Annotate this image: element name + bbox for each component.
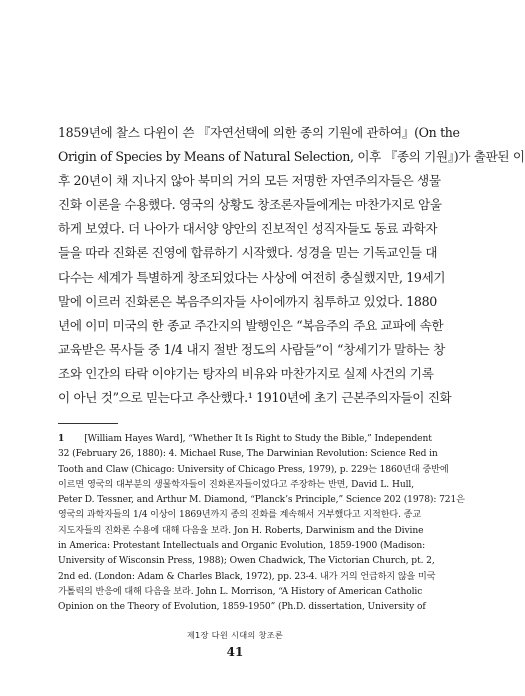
- footnote-line: Opinion on the Theory of Evolution, 1859-1950” (Ph.D. dissertation, University of: [58, 602, 426, 613]
- footnote-line: 가톨릭의 반응에 대해 다음을 보라. John L. Morrison, “A History of American Catholic: [58, 586, 423, 597]
- body-line: 다수는 세계가 특별하게 창조되었다는 사상에 여전히 충실했지만, 19세기: [58, 269, 446, 285]
- footnote-number: 1: [58, 433, 65, 444]
- footnote-line: 영국의 과학자들의 1/4 이상이 1869년까지 종의 진화를 계속해서 거부했다고 지적한다. 종교: [58, 510, 422, 521]
- footnote-text: [William Hayes Ward], “Whether It Is Right to Study the Bible,” Independent: [84, 434, 432, 444]
- body-line: 후 20년이 채 지나지 않아 북미의 거의 모든 저명한 자연주의자들은 생물: [58, 173, 441, 189]
- body-paragraph: [58, 121, 525, 410]
- running-footer: 제1장 다윈 시대의 창조론: [186, 630, 284, 640]
- body-line: 말에 이르러 진화론은 복음주의자들 사이에까지 침투하고 있었다. 1880: [58, 293, 437, 309]
- page-number: 41: [226, 645, 244, 659]
- footnote-line: in America: Protestant Intellectuals and Organic Evolution, 1859-1900 (Madison:: [58, 541, 426, 552]
- body-line: 년에 이미 미국의 한 종교 주간지의 발행인은 “복음주의 주요 교파에 속한: [58, 317, 444, 333]
- footnote-line: 32 (February 26, 1880): 4. Michael Ruse, The Darwinian Revolution: Science Red in: [58, 449, 438, 460]
- footnote-line: Tooth and Claw (Chicago: University of Chicago Press, 1979), p. 229는 1860년대 중반에: [58, 464, 449, 475]
- body-line: 1859년에 찰스 다윈이 쓴 『자연선택에 의한 종의 기원에 관하여』(On the: [58, 125, 460, 140]
- body-line: 진화 이론을 수용했다. 영국의 상황도 창조론자들에게는 마찬가지로 암울: [58, 197, 442, 213]
- footnote-line: University of Wisconsin Press, 1988); Owen Chadwick, The Victorian Church, pt. 2,: [58, 556, 435, 567]
- body-line: 조와 인간의 타락 이야기는 탕자의 비유와 마찬가지로 실제 사건의 기록: [58, 365, 434, 381]
- footnote-line: Peter D. Tessner, and Arthur M. Diamond, “Planck’s Principle,” Science 202 (1978): 721은: [58, 495, 465, 506]
- body-line: 하게 보였다. 더 나아가 대서양 양안의 진보적인 성직자들도 동료 과학자: [58, 221, 438, 237]
- body-line: 들을 따라 진화론 진영에 합류하기 시작했다. 성경을 믿는 기독교인들 대: [58, 245, 438, 261]
- footnote-line: 2nd ed. (London: Adam & Charles Black, 1972), pp. 23-4. 내가 거의 언급하지 않을 미국: [58, 571, 436, 582]
- body-line: Origin of Species by Means of Natural Selection, 이후 『종의 기원』)가 출판된 이: [58, 149, 525, 165]
- footnote-line: [58, 431, 432, 447]
- body-line: 이 아닌 것”으로 믿는다고 추산했다.¹ 1910년에 초기 근본주의자들이 진화: [58, 390, 452, 406]
- footnote-line: 이르면 영국의 대부분의 생물학자들이 진화론자들이었다고 주장하는 반면, David L. Hull,: [58, 479, 414, 490]
- footnote-divider: [58, 423, 118, 424]
- footnote: [58, 431, 465, 616]
- body-line: 교육받은 목사들 중 1/4 내지 절반 정도의 사람들”이 “창세기가 말하는 창: [58, 341, 445, 357]
- footnote-line: 지도자들의 진화론 수용에 대해 다음을 보라. Jon H. Roberts, Darwinism and the Divine: [58, 525, 424, 536]
